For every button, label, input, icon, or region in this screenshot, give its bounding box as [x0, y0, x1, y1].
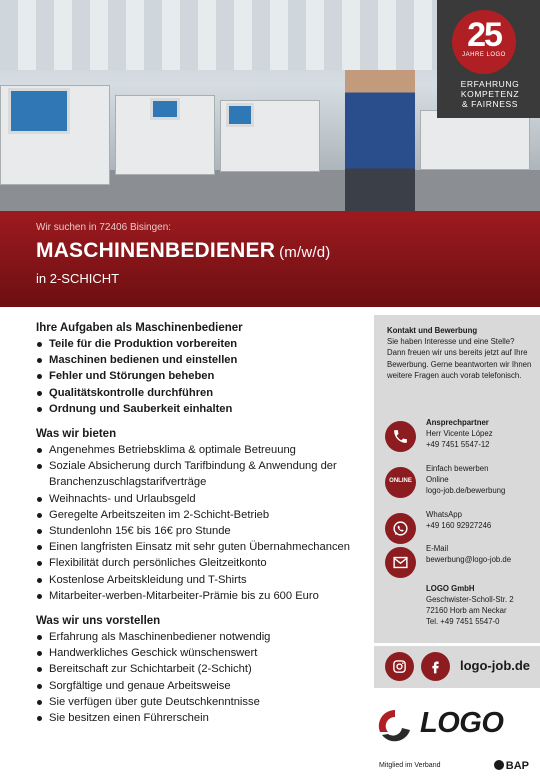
machine-monitor	[8, 88, 70, 134]
bap-mark-icon	[494, 760, 504, 770]
job-title-text: MASCHINENBEDIENER	[36, 239, 276, 262]
list-item: Handwerkliches Geschick wünschenswert	[36, 645, 371, 661]
contact-phone-text	[426, 417, 538, 450]
list-item: Teile für die Produktion vorbereiten	[36, 336, 371, 352]
contact-phone[interactable]	[385, 417, 535, 457]
website-link[interactable]: logo-job.de	[460, 658, 531, 673]
machine-monitor	[226, 103, 254, 127]
contact-phone-number[interactable]: +49 7451 5547-12	[426, 440, 490, 449]
tasks-list	[36, 336, 371, 417]
worker-figure	[345, 70, 415, 211]
location-line: Wir suchen in 72406 Bisingen:	[36, 222, 172, 233]
online-icon	[385, 467, 416, 498]
list-item: Sorgfältige und genaue Arbeitsweise	[36, 678, 371, 694]
claim-line: ERFAHRUNG	[460, 79, 520, 89]
list-item: Flexibilität durch persönliches Gleitzeitkonto	[36, 555, 371, 571]
whatsapp-number[interactable]: +49 160 92927246	[426, 521, 492, 530]
list-item: Soziale Absicherung durch Tarifbindung & Anwendung der Branchenzuschlagstarifverträge	[36, 458, 371, 490]
contact-whatsapp-text	[426, 509, 538, 531]
company-street: Geschwister-Scholl-Str. 2	[426, 595, 514, 604]
mail-icon	[385, 547, 416, 578]
list-item: Sie verfügen über gute Deutschkenntnisse	[36, 694, 371, 710]
contact-online-text	[426, 463, 538, 496]
title-band	[0, 211, 540, 307]
list-item: Qualitätskontrolle durchführen	[36, 385, 371, 401]
section-title: Ihre Aufgaben als Maschinenbediener	[36, 322, 243, 334]
logo-mark-icon	[376, 708, 414, 742]
list-item: Fehler und Störungen beheben	[36, 368, 371, 384]
contact-whatsapp[interactable]	[385, 509, 535, 545]
tasks-section	[36, 322, 371, 417]
online-application-link[interactable]: logo-job.de/bewerbung	[426, 486, 506, 495]
offer-section	[36, 428, 371, 604]
company-name: LOGO GmbH	[426, 584, 475, 593]
contact-email[interactable]	[385, 543, 535, 579]
list-item: Stundenlohn 15€ bis 16€ pro Stunde	[36, 523, 371, 539]
contact-label: Einfach bewerben	[426, 464, 489, 473]
anniversary-number: 25	[467, 16, 501, 54]
logo-wordmark: LOGO	[420, 707, 504, 739]
association-name: BAP	[505, 760, 529, 772]
company-phone: Tel. +49 7451 5547-0	[426, 617, 500, 626]
claim-line: KOMPETENZ	[460, 89, 520, 99]
whatsapp-icon	[385, 513, 416, 544]
section-title: Was wir bieten	[36, 428, 117, 441]
contact-panel	[374, 315, 540, 643]
facebook-icon[interactable]	[421, 652, 450, 681]
main-content	[36, 322, 371, 737]
hero-photo	[0, 0, 540, 211]
company-address	[426, 583, 538, 627]
list-item: Erfahrung als Maschinenbediener notwendig	[36, 629, 371, 645]
contact-label: Online	[426, 475, 449, 484]
list-item: Ordnung und Sauberkeit einhalten	[36, 401, 371, 417]
email-address[interactable]: bewerbung@logo-job.de	[426, 555, 512, 564]
contact-intro	[387, 325, 533, 381]
contact-label: E-Mail	[426, 544, 449, 553]
company-city: 72160 Horb am Neckar	[426, 606, 507, 615]
anniversary-badge	[437, 0, 540, 118]
list-item: Weihnachts- und Urlaubsgeld	[36, 491, 371, 507]
contact-intro-text: Sie haben Interesse und eine Stelle? Dann freuen wir uns bereits jetzt auf Ihre Bewerbung. Gerne beantworten wir Ihnen weitere Fragen auch vorab telefonisch.	[387, 337, 532, 380]
list-item: Bereitschaft zur Schichtarbeit (2-Schicht)	[36, 661, 371, 677]
list-item: Sie besitzen einen Führerschein	[36, 710, 371, 726]
contact-heading: Kontakt und Bewerbung	[387, 326, 478, 335]
contact-label: WhatsApp	[426, 510, 462, 519]
list-item: Maschinen bedienen und einstellen	[36, 352, 371, 368]
list-item: Einen langfristen Einsatz mit sehr guten Übernahmechancen	[36, 539, 371, 555]
contact-label: Ansprechpartner	[426, 418, 489, 427]
company-logo	[374, 705, 540, 745]
contact-online[interactable]	[385, 463, 535, 503]
production-machine	[420, 110, 530, 170]
claim-line: & FAIRNESS	[461, 99, 519, 109]
list-item: Mitarbeiter-werben-Mitarbeiter-Prämie bis zu 600 Euro	[36, 588, 371, 604]
requirements-section	[36, 615, 371, 726]
membership-text: Mitglied im Verband	[379, 762, 441, 769]
contact-name: Herr Vicente López	[426, 429, 493, 438]
footer	[379, 760, 529, 774]
list-item: Geregelte Arbeitszeiten im 2-Schicht-Betrieb	[36, 507, 371, 523]
machine-monitor	[150, 98, 180, 120]
list-item: Kostenlose Arbeitskleidung und T-Shirts	[36, 572, 371, 588]
offer-list	[36, 442, 371, 604]
anniversary-claim	[445, 79, 535, 109]
gender-suffix: (m/w/d)	[279, 244, 331, 261]
section-title: Was wir uns vorstellen	[36, 615, 161, 628]
social-bar	[374, 646, 540, 688]
list-item: Angenehmes Betriebsklima & optimale Betreuung	[36, 442, 371, 458]
anniversary-seal	[452, 10, 516, 74]
online-badge-text: ONLINE	[389, 478, 412, 484]
phone-icon	[385, 421, 416, 452]
instagram-icon[interactable]	[385, 652, 414, 681]
job-title	[36, 239, 331, 263]
shift-line: in 2-SCHICHT	[36, 271, 120, 286]
requirements-list	[36, 629, 371, 726]
anniversary-subtitle: JAHRE LOGO	[462, 52, 506, 58]
contact-email-text	[426, 543, 538, 565]
association-logo	[494, 760, 529, 772]
